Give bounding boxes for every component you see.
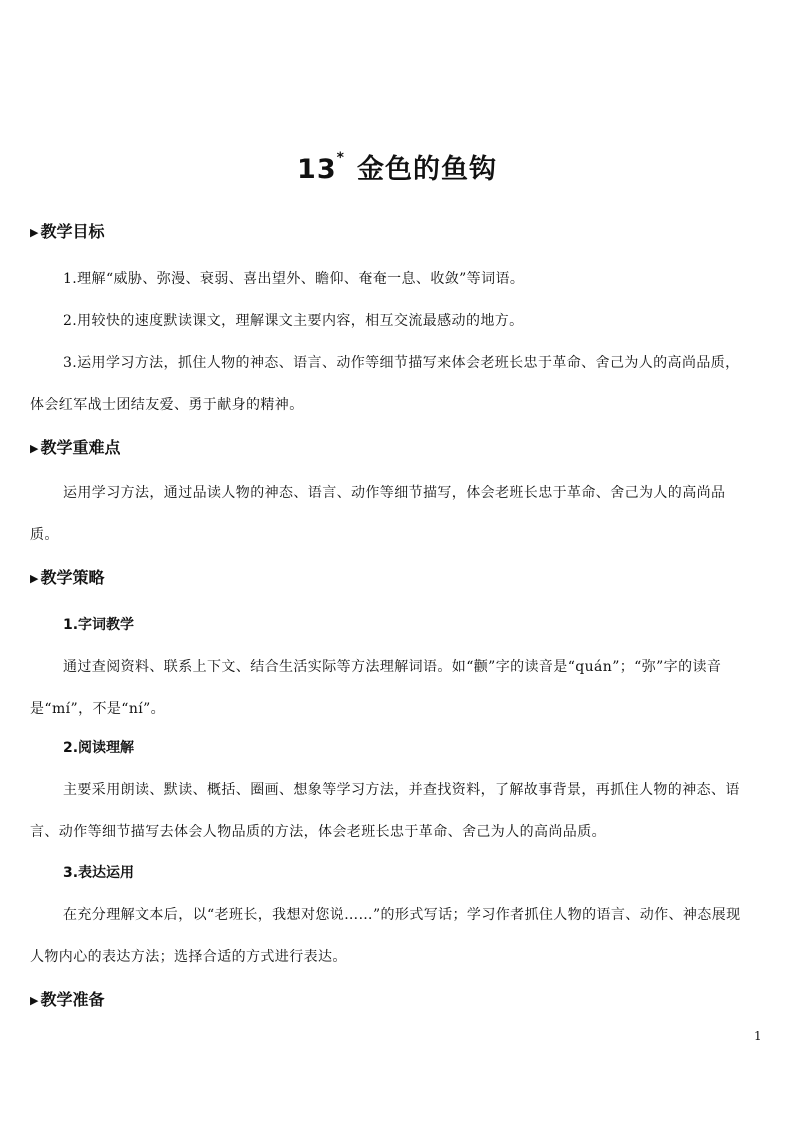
lesson-number: 13: [297, 154, 337, 185]
sub-heading-reading: 2.阅读理解: [63, 740, 135, 756]
section-heading-key-points-label: 教学重难点: [40, 438, 121, 457]
expression-text: 在充分理解文本后，以“老班长，我想对您说……”的形式写话；学习作者抓住人物的语言、动作、神态展现人物内心的表达方法；选择合适的方式进行表达。: [30, 907, 741, 965]
section-heading-preparation: [30, 988, 104, 1014]
page-title: [0, 144, 794, 190]
triangle-marker-icon: ▶: [30, 226, 39, 239]
goal-item-3: 3.运用学习方法，抓住人物的神态、语言、动作等细节描写来体会老班长忠于革命、舍己为人的高尚品质，体会红军战士团结友爱、勇于献身的精神。: [30, 355, 740, 413]
section-heading-strategy: [30, 566, 104, 592]
triangle-marker-icon: ▶: [30, 994, 39, 1007]
self-study-star: *: [336, 150, 345, 166]
sub-heading-expression: 3.表达运用: [63, 865, 135, 881]
goal-item-1: 1.理解“威胁、弥漫、衰弱、喜出望外、瞻仰、奄奄一息、收敛”等词语。: [63, 271, 525, 287]
key-points-text: 运用学习方法，通过品读人物的神态、语言、动作等细节描写，体会老班长忠于革命、舍己为人的高尚品质。: [30, 485, 726, 543]
section-heading-goals-label: 教学目标: [40, 222, 105, 241]
section-heading-preparation-label: 教学准备: [40, 990, 105, 1009]
sub-heading-vocabulary: 1.字词教学: [63, 617, 135, 633]
reading-text: 主要采用朗读、默读、概括、圈画、想象等学习方法，并查找资料，了解故事背景，再抓住人物的神态、语言、动作等细节描写去体会人物品质的方法，体会老班长忠于革命、舍己为人的高尚品质。: [30, 782, 740, 840]
page-number: 1: [754, 1029, 762, 1043]
goal-item-2: 2.用较快的速度默读课文，理解课文主要内容，相互交流最感动的地方。: [63, 313, 524, 329]
triangle-marker-icon: ▶: [30, 572, 39, 585]
section-heading-key-points: [30, 436, 120, 462]
triangle-marker-icon: ▶: [30, 442, 39, 455]
lesson-title: 金色的鱼钩: [356, 154, 497, 185]
section-heading-strategy-label: 教学策略: [40, 568, 105, 587]
vocabulary-text: 通过查阅资料、联系上下文、结合生活实际等方法理解词语。如“颧”字的读音是“quán”；“弥”字的读音是“mí”，不是“ní”。: [30, 659, 722, 717]
section-heading-goals: [30, 220, 104, 246]
